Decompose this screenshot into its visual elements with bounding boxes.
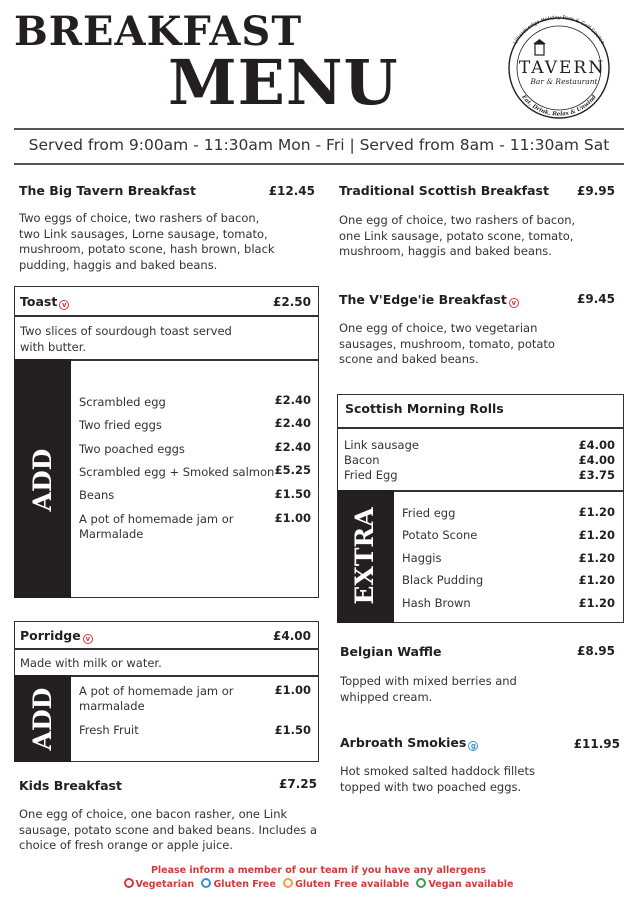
- logo-sub: Bar & Restaurant: [530, 77, 598, 86]
- rolls-extra-price: £1.20: [578, 596, 615, 610]
- toast-addon-name: Scrambled egg + Smoked salmon: [79, 465, 275, 479]
- legend-gluten-free: [201, 879, 275, 890]
- logo-bottom-arc: Eat, Drink, Relax & Unwind: [520, 94, 598, 118]
- toast-price: £2.50: [273, 295, 311, 309]
- vegetarian-icon: v: [83, 634, 93, 644]
- toast-addon-name: Beans: [79, 488, 115, 502]
- logo-top-arc: Lilliardsedge Holiday Park & Golf Course: [512, 15, 606, 46]
- scottish-desc: One egg of choice, two rashers of bacon, one Link sausage, potato scone, tomato, mushroom, haggis and baked beans.: [339, 213, 576, 258]
- tavern-logo: [496, 10, 622, 120]
- vegetarian-icon: v: [509, 298, 519, 308]
- rolls-extra-price: £1.20: [578, 528, 615, 542]
- vedgeie-title-text: The V'Edge'ie Breakfast: [339, 292, 507, 307]
- porridge-add-label: ADD: [28, 687, 57, 751]
- smokies-title-text: Arbroath Smokies: [340, 735, 467, 750]
- porridge-price: £4.00: [273, 629, 311, 643]
- rolls-extra-name: Fried egg: [402, 506, 456, 520]
- rolls-extra-name: Haggis: [402, 551, 442, 565]
- rolls-extra-name: Black Pudding: [402, 573, 484, 587]
- toast-addon-name: Two fried eggs: [79, 418, 162, 432]
- vedgeie-title: [339, 292, 519, 308]
- toast-title: [20, 294, 69, 310]
- legend-label: Gluten Free available: [295, 879, 410, 890]
- toast-addon-name: A pot of homemade jam or Marmalade: [79, 512, 234, 541]
- gluten-free-icon: g: [468, 741, 478, 751]
- toast-addon-price: £2.40: [274, 416, 311, 430]
- served-hours: Served from 9:00am - 11:30am Mon - Fri | Served from 8am - 11:30am Sat: [28, 136, 610, 154]
- rolls-item-name: Bacon: [344, 453, 380, 467]
- big-tavern-desc: Two eggs of choice, two rashers of bacon, two Link sausages, Lorne sausage, tomato, mushroom, potato scone, hash brown, black pudding, haggis and baked beans.: [19, 211, 275, 272]
- smokies-price: £11.95: [573, 737, 620, 751]
- gluten-free-icon: [201, 878, 211, 888]
- toast-addon-name: Scrambled egg: [79, 395, 166, 409]
- rolls-extra-label: EXTRA: [350, 507, 379, 605]
- porridge-divider: [14, 648, 319, 650]
- vedgeie-desc: One egg of choice, two vegetarian sausages, mushroom, tomato, potato scone and baked beans.: [339, 321, 555, 366]
- waffle-title: Belgian Waffle: [340, 644, 442, 659]
- legend-vegan-available: [416, 879, 513, 890]
- big-tavern-price: £12.45: [268, 184, 315, 198]
- toast-divider: [14, 315, 319, 317]
- big-tavern-title: The Big Tavern Breakfast: [19, 183, 196, 198]
- legend-vegetarian: [124, 879, 195, 890]
- rolls-extra-name: Potato Scone: [402, 528, 478, 542]
- legend-label: Vegan available: [428, 879, 514, 890]
- rolls-extra-name: Hash Brown: [402, 596, 471, 610]
- title-menu: MENU: [168, 46, 399, 119]
- legend-gluten-free-available: [283, 879, 409, 890]
- vegetarian-icon: v: [59, 300, 69, 310]
- toast-addon-name: Two poached eggs: [79, 442, 185, 456]
- vegetarian-icon: [124, 878, 134, 888]
- kids-price: £7.25: [279, 777, 317, 791]
- rolls-title: Scottish Morning Rolls: [345, 401, 504, 416]
- svg-text:Eat, Drink, Relax & Unwind: [520, 93, 598, 117]
- kids-title: Kids Breakfast: [19, 778, 122, 793]
- toast-title-text: Toast: [20, 294, 58, 309]
- toast-addon-price: £1.00: [274, 511, 311, 525]
- waffle-desc: Topped with mixed berries and whipped cream.: [340, 674, 517, 704]
- porridge-addon-name: Fresh Fruit: [79, 723, 139, 737]
- porridge-desc: Made with milk or water.: [20, 656, 162, 670]
- smokies-title: [340, 735, 478, 751]
- gluten-free-available-icon: [283, 878, 293, 888]
- vedgeie-price: £9.45: [577, 292, 615, 306]
- scottish-price: £9.95: [577, 184, 615, 198]
- rolls-item-price: £4.00: [578, 453, 615, 467]
- allergen-note: Please inform a member of our team if you have any allergens: [150, 865, 487, 876]
- toast-desc: Two slices of sourdough toast served with butter.: [20, 324, 232, 354]
- legend-label: Vegetarian: [135, 879, 195, 890]
- smokies-desc: Hot smoked salted haddock fillets topped with two poached eggs.: [340, 764, 535, 794]
- header-rule-bottom: [14, 163, 624, 165]
- porridge-addon-price: £1.50: [274, 723, 311, 737]
- toast-addon-price: £2.40: [274, 440, 311, 454]
- legend-label: Gluten Free: [213, 879, 276, 890]
- toast-addon-price: £5.25: [274, 463, 311, 477]
- lamp-icon: [533, 39, 546, 55]
- scottish-title: Traditional Scottish Breakfast: [339, 183, 549, 198]
- vegan-available-icon: [416, 878, 426, 888]
- rolls-extra-price: £1.20: [578, 551, 615, 565]
- logo-name: TAVERN: [518, 58, 606, 78]
- title-breakfast: BREAKFAST: [14, 8, 303, 55]
- porridge-addon-price: £1.00: [274, 683, 311, 697]
- rolls-item-name: Fried Egg: [344, 468, 398, 482]
- toast-addon-price: £2.40: [274, 393, 311, 407]
- rolls-item-price: £3.75: [578, 468, 615, 482]
- rolls-extra-price: £1.20: [578, 573, 615, 587]
- rolls-item-price: £4.00: [578, 438, 615, 452]
- dietary-legend: [0, 878, 637, 890]
- kids-desc: One egg of choice, one bacon rasher, one Link sausage, potato scone and baked beans. Includes a choice of fresh orange or apple juice.: [19, 807, 318, 852]
- rolls-divider: [337, 427, 624, 429]
- toast-add-label: ADD: [28, 448, 57, 512]
- toast-addon-price: £1.50: [274, 487, 311, 501]
- porridge-title-text: Porridge: [20, 628, 81, 643]
- header-rule-top: [14, 128, 624, 130]
- waffle-price: £8.95: [577, 644, 615, 658]
- rolls-extra-price: £1.20: [578, 505, 615, 519]
- porridge-addon-name: A pot of homemade jam or marmalade: [79, 684, 234, 713]
- porridge-title: [20, 628, 93, 644]
- rolls-item-name: Link sausage: [344, 438, 419, 452]
